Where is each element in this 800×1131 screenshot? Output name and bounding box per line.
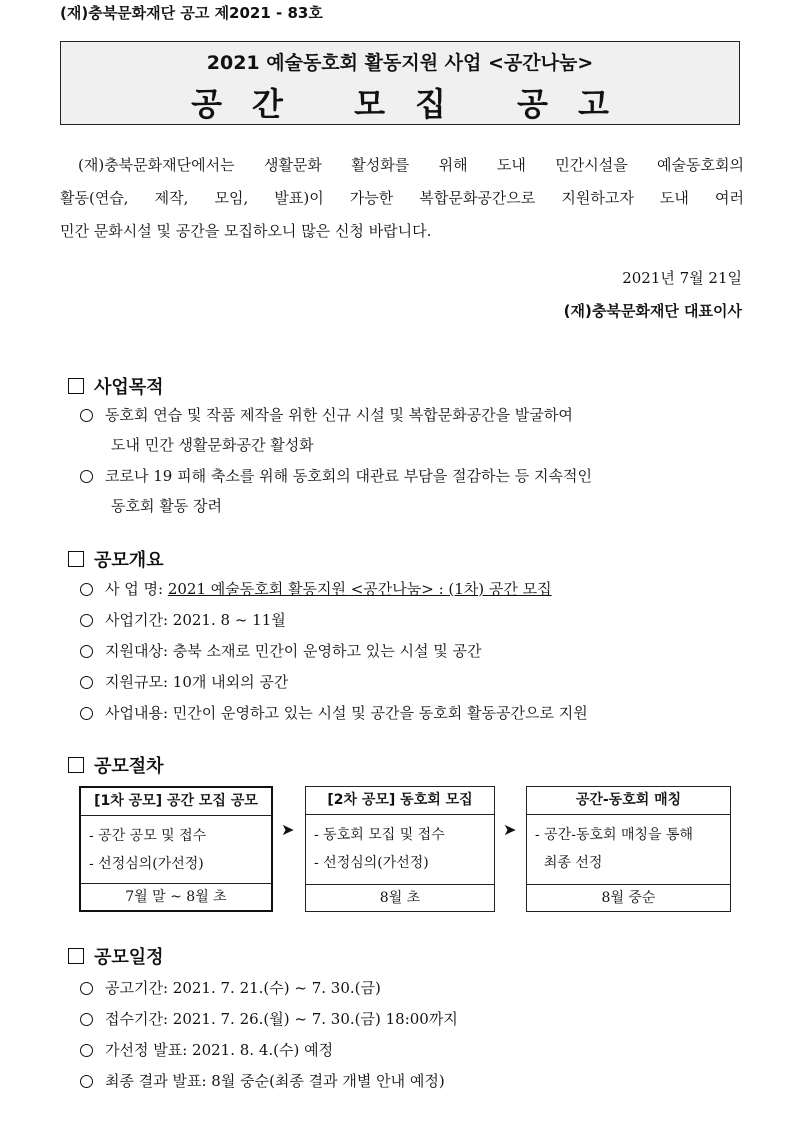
- section-heading-schedule: 공모일정: [68, 943, 164, 969]
- circle-bullet-icon: [80, 676, 93, 689]
- title-box: [60, 41, 740, 125]
- schedule-item: 가선정 발표: 2021. 8. 4.(수) 예정: [80, 1039, 333, 1060]
- square-bullet-icon: [68, 378, 84, 394]
- arrow-right-icon: ➤: [281, 820, 295, 839]
- procedure-step-period: 7월 말 ~ 8월 초: [81, 883, 271, 910]
- section-heading-overview: 공모개요: [68, 546, 164, 572]
- procedure-step-2: [305, 786, 495, 912]
- schedule-item: 최종 결과 발표: 8월 중순(최종 결과 개별 안내 예정): [80, 1070, 445, 1091]
- intro-line: 활동(연습, 제작, 모임, 발표)이 가능한 복합문화공간으로 지원하고자 도내 여러: [60, 189, 744, 207]
- procedure-step-item: - 동호회 모집 및 접수: [314, 827, 445, 843]
- procedure-step-period: 8월 초: [306, 884, 494, 911]
- schedule-item: 공고기간: 2021. 7. 21.(수) ~ 7. 30.(금): [80, 977, 381, 998]
- overview-item-name: 사 업 명: 2021 예술동호회 활동지원 <공간나눔> : (1차) 공간 모집: [80, 578, 552, 599]
- circle-bullet-icon: [80, 707, 93, 720]
- intro-paragraph: [60, 149, 744, 248]
- procedure-step-3: [526, 786, 731, 912]
- circle-bullet-icon: [80, 470, 93, 483]
- circle-bullet-icon: [80, 1013, 93, 1026]
- notice-number: (재)충북문화재단 공고 제2021 - 83호: [60, 4, 323, 22]
- intro-line: 민간 문화시설 및 공간을 모집하오니 많은 신청 바랍니다.: [60, 222, 432, 240]
- procedure-step-item: - 선정심의(가선정): [314, 855, 429, 871]
- overview-item-period: 사업기간: 2021. 8 ~ 11월: [80, 609, 286, 630]
- procedure-step-title: [2차 공모] 동호회 모집: [306, 787, 494, 815]
- purpose-item: 코로나 19 피해 축소를 위해 동호회의 대관료 부담을 절감하는 등 지속적인: [80, 465, 592, 486]
- procedure-step-item: - 공간-동호회 매칭을 통해: [535, 827, 694, 843]
- square-bullet-icon: [68, 948, 84, 964]
- procedure-step-item: 최종 선정: [535, 855, 603, 871]
- section-heading-purpose: 사업목적: [68, 373, 164, 399]
- procedure-step-title: [1차 공모] 공간 모집 공모: [81, 788, 271, 816]
- overview-item-target: 지원대상: 충북 소재로 민간이 운영하고 있는 시설 및 공간: [80, 640, 482, 661]
- circle-bullet-icon: [80, 982, 93, 995]
- purpose-item-continuation: 동호회 활동 장려: [111, 497, 222, 515]
- procedure-step-1: [79, 786, 273, 912]
- arrow-right-icon: ➤: [503, 820, 517, 839]
- circle-bullet-icon: [80, 583, 93, 596]
- signer: (재)충북문화재단 대표이사: [563, 302, 742, 320]
- circle-bullet-icon: [80, 409, 93, 422]
- schedule-item: 접수기간: 2021. 7. 26.(월) ~ 7. 30.(금) 18:00까지: [80, 1008, 458, 1029]
- purpose-item-continuation: 도내 민간 생활문화공간 활성화: [111, 436, 314, 454]
- square-bullet-icon: [68, 551, 84, 567]
- circle-bullet-icon: [80, 1075, 93, 1088]
- title-main: 공간 모집 공고: [191, 85, 639, 123]
- circle-bullet-icon: [80, 645, 93, 658]
- procedure-step-title: 공간-동호회 매칭: [527, 787, 730, 815]
- procedure-step-item: - 선정심의(가선정): [89, 856, 204, 872]
- procedure-step-period: 8월 중순: [527, 884, 730, 911]
- intro-line: (재)충북문화재단에서는 생활문화 활성화를 위해 도내 민간시설을 예술동호회의: [78, 156, 744, 174]
- overview-item-scale: 지원규모: 10개 내외의 공간: [80, 671, 288, 692]
- overview-item-content: 사업내용: 민간이 운영하고 있는 시설 및 공간을 동호회 활동공간으로 지원: [80, 702, 588, 723]
- notice-date: 2021년 7월 21일: [622, 269, 742, 287]
- circle-bullet-icon: [80, 614, 93, 627]
- purpose-item: 동호회 연습 및 작품 제작을 위한 신규 시설 및 복합문화공간을 발굴하여: [80, 404, 573, 425]
- square-bullet-icon: [68, 757, 84, 773]
- circle-bullet-icon: [80, 1044, 93, 1057]
- section-heading-procedure: 공모절차: [68, 752, 164, 778]
- title-subtitle: 2021 예술동호회 활동지원 사업 <공간나눔>: [206, 52, 594, 74]
- procedure-step-item: - 공간 공모 및 접수: [89, 828, 207, 844]
